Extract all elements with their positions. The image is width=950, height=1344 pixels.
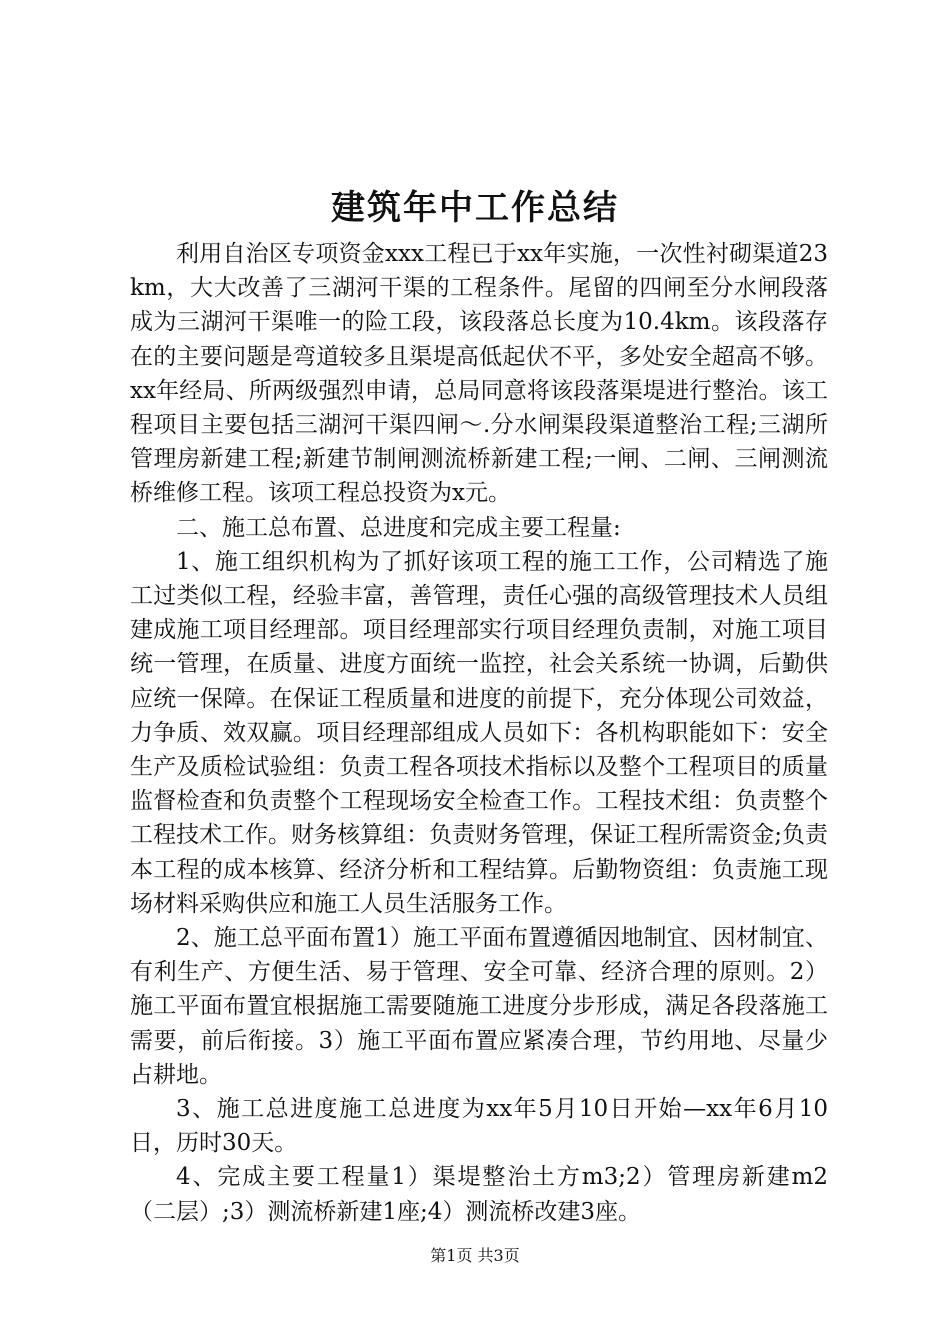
document-title: 建筑年中工作总结: [331, 188, 619, 228]
page-number-footer: 第1页 共3页: [430, 1246, 520, 1265]
paragraph-intro: 利用自治区专项资金xxx工程已于xx年实施，一次性衬砌渠道23km，大大改善了三湖河干渠的工程条件。尾留的四闸至分水闸段落成为三湖河干渠唯一的险工段，该段落总长度为10.4km。该段落存在的主要问题是弯道较多且渠堤高低起伏不平，多处安全超高不够。xx年经局、所两级强烈申请，总局同意将该段落渠堤进行整治。该工程项目主要包括三湖河干渠四闸～.分水闸渠段渠道整治工程;三湖所管理房新建工程;新建节制闸测流桥新建工程;一闸、二闸、三闸测流桥维修工程。该项工程总投资为x元。: [130, 241, 828, 507]
paragraph-section-heading: 二、施工总布置、总进度和完成主要工程量:: [176, 514, 621, 541]
paragraph-quantities: 4、完成主要工程量1）渠堤整治土方m3;2）管理房新建m2（二层）;3）测流桥新建1座;4）测流桥改建3座。: [130, 1164, 828, 1225]
paragraph-layout: 2、施工总平面布置1）施工平面布置遵循因地制宜、因材制宜、有利生产、方便生活、易于管理、安全可靠、经济合理的原则。2）施工平面布置宜根据施工需要随施工进度分步形成，满足各段落施工需要，前后衔接。3）施工平面布置应紧凑合理，节约用地、尽量少占耕地。: [130, 925, 828, 1088]
document-body: [130, 237, 828, 1229]
paragraph-schedule: 3、施工总进度施工总进度为xx年5月10日开始—xx年6月10日，历时30天。: [130, 1096, 828, 1157]
paragraph-organization: 1、施工组织机构为了抓好该项工程的施工工作，公司精选了施工过类似工程，经验丰富，善管理，责任心强的高级管理技术人员组建成施工项目经理部。项目经理部实行项目经理负责制，对施工项目统一管理，在质量、进度方面统一监控，社会关系统一协调，后勤供应统一保障。在保证工程质量和进度的前提下，充分体现公司效益，力争质、效双赢。项目经理部组成人员如下：各机构职能如下：安全生产及质检试验组：负责工程各项技术指标以及整个工程项目的质量监督检查和负责整个工程现场安全检查工作。工程技术组：负责整个工程技术工作。财务核算组：负责财务管理，保证工程所需资金;负责本工程的成本核算、经济分析和工程结算。后勤物资组：负责施工现场材料采购供应和施工人员生活服务工作。: [130, 548, 828, 917]
